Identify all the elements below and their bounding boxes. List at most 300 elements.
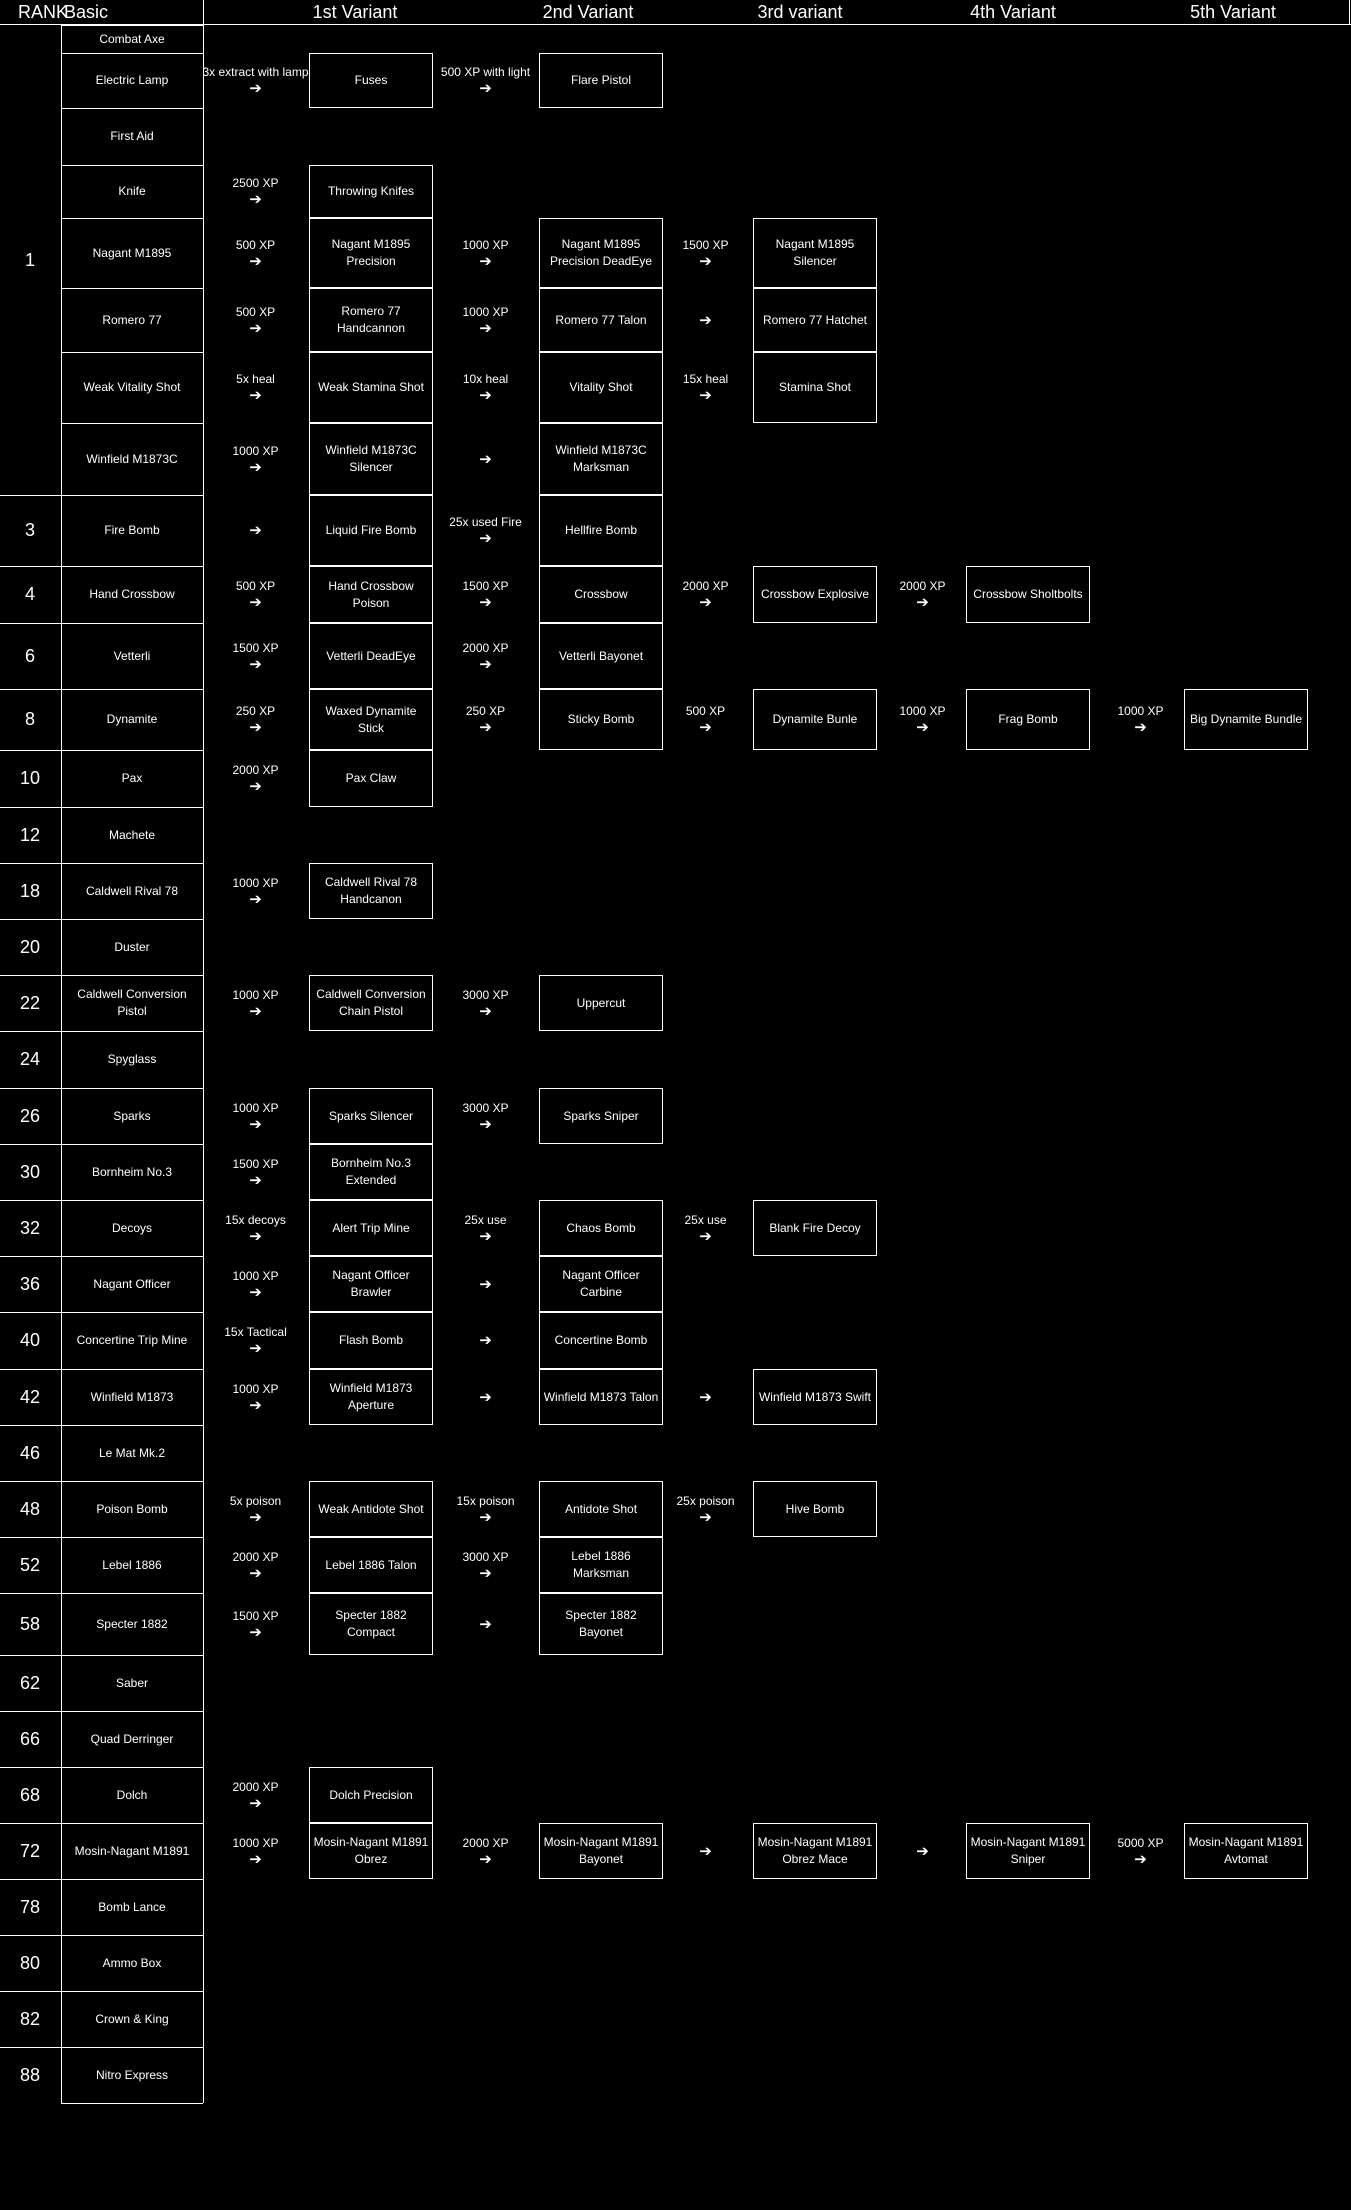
requirement-text: 15x poison (456, 1493, 515, 1508)
rank-label: 32 (19, 1217, 41, 1238)
basic-item: Bornheim No.3 (91, 1164, 173, 1179)
requirement-text: 5000 XP (1117, 1835, 1164, 1850)
column-header: Basic (64, 2, 109, 22)
rank-separator (0, 919, 61, 920)
requirement-text: 1500 XP (682, 237, 729, 252)
requirement-text: 25x used Fire (449, 515, 522, 529)
unlock-requirement (202, 752, 309, 805)
rank-separator (0, 1879, 61, 1880)
unlock-requirement (432, 425, 539, 493)
basic-item: Vetterli (113, 648, 151, 663)
arrow-right-icon: ➔ (249, 1508, 262, 1526)
arrow-right-icon: ➔ (249, 594, 262, 611)
column-header: 3rd variant (757, 2, 843, 22)
rank-separator (0, 975, 61, 976)
unlock-requirement (202, 568, 309, 621)
variant-box: Specter 1882 Compact (309, 1593, 433, 1655)
column-header: 4th Variant (970, 2, 1056, 22)
column-header: 1st Variant (312, 2, 398, 22)
unlock-requirement (202, 1769, 309, 1821)
rank-separator (0, 1088, 61, 1089)
arrow-right-icon: ➔ (479, 1564, 492, 1582)
unlock-requirement (202, 220, 309, 286)
requirement-text: 2000 XP (462, 640, 509, 655)
requirement-text: 3000 XP (462, 1100, 509, 1115)
arrow-right-icon: ➔ (479, 252, 492, 270)
rank-label: 62 (19, 1672, 41, 1693)
arrow-right-icon: ➔ (479, 719, 492, 736)
basic-item: First Aid (110, 129, 154, 143)
unlock-requirement (202, 1825, 309, 1877)
unlock-requirement (202, 977, 309, 1029)
unlock-requirement (432, 1825, 539, 1877)
requirement-text: 3000 XP (462, 987, 509, 1002)
basic-item: Duster (114, 939, 150, 954)
unlock-requirement (869, 1825, 976, 1877)
requirement-text: 1000 XP (232, 1835, 279, 1850)
variant-box: Romero 77 Talon (539, 288, 663, 352)
variant-box: Frag Bomb (966, 689, 1090, 750)
variant-box: Mosin-Nagant M1891 Avtomat (1184, 1823, 1308, 1879)
arrow-right-icon: ➔ (249, 252, 262, 270)
variant-box: Pax Claw (309, 750, 433, 807)
arrow-right-icon: ➔ (249, 1396, 262, 1414)
arrow-right-icon: ➔ (479, 1332, 492, 1349)
arrow-right-icon: ➔ (249, 1340, 262, 1357)
requirement-text: 1500 XP (232, 640, 279, 655)
variant-box: Hellfire Bomb (539, 495, 663, 566)
unlock-requirement (202, 1595, 309, 1653)
arrow-right-icon: ➔ (699, 1227, 712, 1245)
arrow-right-icon: ➔ (479, 530, 492, 547)
arrow-right-icon: ➔ (249, 1564, 262, 1582)
unlock-requirement (652, 354, 759, 421)
variant-box: Winfield M1873 Talon (539, 1369, 663, 1425)
unlock-requirement (202, 55, 309, 106)
basic-item: Mosin-Nagant M1891 (74, 1843, 190, 1858)
unlock-requirement (869, 568, 976, 621)
rank-label: 4 (24, 584, 35, 604)
variant-box: Nagant M1895 Precision (309, 218, 433, 288)
unlock-requirement (432, 1371, 539, 1423)
basic-item: Dolch (116, 1787, 148, 1802)
requirement-text: 1500 XP (462, 579, 509, 593)
requirement-text: 2000 XP (462, 1835, 509, 1850)
unlock-requirement (202, 425, 309, 493)
arrow-right-icon: ➔ (479, 594, 492, 611)
variant-box: Caldwell Rival 78 Handcanon (309, 863, 433, 919)
rank-separator (0, 689, 61, 690)
rank-separator (0, 1991, 61, 1992)
rank-label: 72 (19, 1840, 41, 1861)
basic-item: Hand Crossbow (89, 587, 175, 601)
rank-label: 22 (19, 992, 41, 1013)
rank-label: 26 (19, 1105, 41, 1126)
arrow-right-icon: ➔ (249, 458, 262, 476)
rank-label: 24 (19, 1049, 41, 1069)
table-bottom-border (61, 2103, 203, 2104)
unlock-requirement (202, 354, 309, 421)
rank-label: 8 (24, 709, 35, 729)
column-header: 5th Variant (1190, 2, 1276, 22)
variant-box: Winfield M1873C Marksman (539, 423, 663, 495)
requirement-text: 250 XP (235, 704, 276, 718)
arrow-right-icon: ➔ (479, 1508, 492, 1526)
arrow-right-icon: ➔ (479, 1850, 492, 1868)
basic-item: Caldwell Conversion Pistol (77, 987, 187, 1018)
unlock-requirement (202, 1090, 309, 1142)
arrow-right-icon: ➔ (249, 1283, 262, 1301)
unlock-requirement (432, 1595, 539, 1653)
variant-box: Waxed Dynamite Stick (309, 689, 433, 750)
basic-item: Winfield M1873 (90, 1389, 174, 1404)
unlock-requirement (202, 497, 309, 564)
arrow-right-icon: ➔ (249, 80, 262, 97)
basic-item: Quad Derringer (90, 1731, 174, 1746)
rank-separator (0, 623, 61, 624)
requirement-text: 500 XP (235, 304, 276, 319)
arrow-right-icon: ➔ (249, 1227, 262, 1245)
header-divider-line (203, 0, 204, 24)
rank-separator (0, 1935, 61, 1936)
arrow-right-icon: ➔ (479, 319, 492, 337)
unlock-requirement (652, 220, 759, 286)
rank-separator (0, 1031, 61, 1032)
rank-separator (0, 1537, 61, 1538)
variant-box: Nagant M1895 Precision DeadEye (539, 218, 663, 288)
rank-label: 42 (19, 1386, 41, 1407)
requirement-text: 2000 XP (232, 1549, 279, 1564)
rank-separator (0, 1312, 61, 1313)
unlock-requirement (432, 1314, 539, 1367)
arrow-right-icon: ➔ (479, 80, 492, 97)
arrow-right-icon: ➔ (249, 387, 262, 404)
requirement-text: 1000 XP (899, 704, 946, 718)
requirement-text: 500 XP (235, 237, 276, 252)
variant-box: Romero 77 Hatchet (753, 288, 877, 352)
unlock-requirement (652, 568, 759, 621)
rank-label: 46 (19, 1442, 41, 1463)
variant-box: Alert Trip Mine (309, 1200, 433, 1256)
variant-box: Blank Fire Decoy (753, 1200, 877, 1256)
unlock-requirement (432, 220, 539, 286)
unlock-requirement (432, 55, 539, 106)
rank-label: 18 (19, 880, 41, 901)
unlock-requirement (202, 1314, 309, 1367)
unlock-requirement (432, 625, 539, 687)
arrow-right-icon: ➔ (479, 1615, 492, 1633)
rank-label: 20 (19, 936, 41, 957)
unlock-requirement (432, 691, 539, 748)
unlock-requirement (432, 354, 539, 421)
arrow-right-icon: ➔ (479, 1115, 492, 1133)
variant-box: Winfield M1873C Silencer (309, 423, 433, 495)
variant-box: Mosin-Nagant M1891 Obrez Mace (753, 1823, 877, 1879)
rank-separator (0, 1481, 61, 1482)
header-divider-line (1349, 0, 1350, 24)
rank-separator (0, 863, 61, 864)
unlock-requirement (202, 1258, 309, 1310)
unlock-requirement (202, 865, 309, 917)
basic-item: Concertine Trip Mine (76, 1333, 188, 1347)
rank-separator (0, 1144, 61, 1145)
requirement-text: 25x use (464, 1212, 507, 1227)
basic-item: Fire Bomb (104, 523, 160, 537)
basic-item: Specter 1882 (96, 1616, 168, 1631)
unlock-requirement (202, 1483, 309, 1535)
basic-item: Romero 77 (102, 312, 162, 327)
rank-separator (0, 1425, 61, 1426)
rank-label: 12 (19, 824, 41, 845)
requirement-text: 1000 XP (462, 237, 509, 252)
unlock-requirement (432, 497, 539, 564)
arrow-right-icon: ➔ (249, 1850, 262, 1868)
unlock-requirement (432, 977, 539, 1029)
variant-box: Uppercut (539, 975, 663, 1031)
variant-box: Sparks Sniper (539, 1088, 663, 1144)
arrow-right-icon: ➔ (479, 1275, 492, 1293)
variant-box: Fuses (309, 53, 433, 108)
arrow-right-icon: ➔ (699, 594, 712, 611)
variant-box: Lebel 1886 Talon (309, 1537, 433, 1593)
variant-box: Crossbow (539, 566, 663, 623)
variant-box: Big Dynamite Bundle (1184, 689, 1308, 750)
basic-item: Weak Vitality Shot (83, 380, 181, 394)
requirement-text: 25x use (684, 1212, 727, 1227)
rank-label: 3 (24, 520, 35, 540)
requirement-text: 2000 XP (682, 579, 729, 593)
unlock-requirement (202, 1371, 309, 1423)
rank-separator (0, 1256, 61, 1257)
requirement-text: 1000 XP (232, 1100, 279, 1115)
arrow-right-icon: ➔ (479, 1002, 492, 1020)
requirement-text: 500 XP (235, 579, 276, 593)
unlock-requirement (202, 1539, 309, 1591)
rank-separator (0, 1823, 61, 1824)
arrow-right-icon: ➔ (249, 1794, 262, 1812)
arrow-right-icon: ➔ (1134, 1850, 1147, 1868)
basic-item: Dynamite (106, 712, 158, 726)
rank-label: 48 (19, 1498, 41, 1519)
basic-item: Knife (118, 184, 146, 198)
basic-item: Nagant Officer (93, 1276, 171, 1291)
arrow-right-icon: ➔ (249, 319, 262, 337)
variant-box: Nagant Officer Carbine (539, 1256, 663, 1312)
requirement-text: 3x extract with lamp (202, 65, 309, 79)
rank-label: 6 (24, 645, 35, 666)
unlock-requirement (432, 1483, 539, 1535)
variant-box: Winfield M1873 Aperture (309, 1369, 433, 1425)
unlock-requirement (869, 691, 976, 748)
unlock-requirement (432, 1258, 539, 1310)
arrow-right-icon: ➔ (916, 594, 929, 611)
variant-box: Lebel 1886 Marksman (539, 1537, 663, 1593)
variant-box: Flash Bomb (309, 1312, 433, 1369)
basic-item: Pax (121, 771, 143, 785)
requirement-text: 2000 XP (899, 579, 946, 593)
variant-box: Weak Stamina Shot (309, 352, 433, 423)
arrow-right-icon: ➔ (479, 387, 492, 404)
arrow-right-icon: ➔ (699, 311, 712, 329)
rank-separator (0, 1369, 61, 1370)
rank-separator (0, 1767, 61, 1768)
variant-box: Specter 1882 Bayonet (539, 1593, 663, 1655)
unlock-requirement (652, 691, 759, 748)
arrow-right-icon: ➔ (479, 450, 492, 468)
arrow-right-icon: ➔ (249, 522, 262, 539)
basic-item: Sparks (113, 1108, 151, 1123)
unlock-requirement (432, 1539, 539, 1591)
arrow-right-icon: ➔ (249, 890, 262, 908)
basic-item: Bomb Lance (98, 1899, 166, 1914)
unlock-requirement (652, 1202, 759, 1254)
arrow-right-icon: ➔ (916, 1842, 929, 1860)
basic-item: Nagant M1895 (92, 245, 172, 260)
variant-box: Sparks Silencer (309, 1088, 433, 1144)
unlock-requirement (202, 625, 309, 687)
rank-label: 10 (19, 768, 41, 788)
variant-box: Vetterli Bayonet (539, 623, 663, 689)
basic-item: Caldwell Rival 78 (85, 883, 179, 898)
basic-item: Nitro Express (95, 2067, 169, 2082)
unlock-requirement (652, 1371, 759, 1423)
requirement-text: 1000 XP (232, 443, 279, 458)
basic-item: Le Mat Mk.2 (98, 1445, 166, 1460)
arrow-right-icon: ➔ (249, 1623, 262, 1641)
basic-item: Crown & King (95, 2011, 169, 2026)
variant-box: Concertine Bomb (539, 1312, 663, 1369)
column-header: 2nd Variant (542, 2, 634, 22)
variant-box: Antidote Shot (539, 1481, 663, 1537)
rank-separator (0, 1655, 61, 1656)
arrow-right-icon: ➔ (249, 655, 262, 673)
unlock-requirement (202, 1146, 309, 1198)
variant-box: Nagant Officer Brawler (309, 1256, 433, 1312)
variant-box: Mosin-Nagant M1891 Sniper (966, 1823, 1090, 1879)
arrow-right-icon: ➔ (1134, 719, 1147, 736)
unlock-requirement (1087, 1825, 1194, 1877)
requirement-text: 1000 XP (232, 875, 279, 890)
rank-separator (0, 807, 61, 808)
arrow-right-icon: ➔ (479, 1388, 492, 1406)
variant-box: Vetterli DeadEye (309, 623, 433, 689)
arrow-right-icon: ➔ (479, 1227, 492, 1245)
requirement-text: 500 XP (685, 704, 726, 718)
variant-box: Crossbow Sholtbolts (966, 566, 1090, 623)
requirement-text: 1000 XP (232, 987, 279, 1002)
variant-box: Dynamite Bunle (753, 689, 877, 750)
requirement-text: 15x decoys (225, 1212, 286, 1227)
basic-item: Combat Axe (99, 31, 165, 46)
rank-label: 36 (19, 1273, 41, 1294)
variant-box: Flare Pistol (539, 53, 663, 108)
basic-item: Spyglass (107, 1052, 157, 1066)
arrow-right-icon: ➔ (916, 719, 929, 736)
requirement-text: 3000 XP (462, 1549, 509, 1564)
basic-item: Electric Lamp (95, 73, 169, 87)
rank-label: 82 (19, 2008, 41, 2029)
variant-box: Sticky Bomb (539, 689, 663, 750)
variant-box: Caldwell Conversion Chain Pistol (309, 975, 433, 1031)
requirement-text: 1000 XP (1117, 704, 1164, 718)
requirement-text: 15x heal (682, 372, 729, 386)
variant-box: Mosin-Nagant M1891 Bayonet (539, 1823, 663, 1879)
arrow-right-icon: ➔ (249, 1002, 262, 1020)
rank-label: 68 (19, 1784, 41, 1805)
variant-box: Hive Bomb (753, 1481, 877, 1537)
arrow-right-icon: ➔ (699, 1388, 712, 1406)
variant-box: Nagant M1895 Silencer (753, 218, 877, 288)
variant-box: Stamina Shot (753, 352, 877, 423)
arrow-right-icon: ➔ (249, 719, 262, 736)
requirement-text: 25x poison (676, 1493, 735, 1508)
requirement-text: 2000 XP (232, 763, 279, 777)
basic-item: Winfield M1873C (86, 451, 178, 466)
basic-item: Machete (108, 827, 156, 842)
variant-box: Romero 77 Handcannon (309, 288, 433, 352)
unlock-requirement (202, 691, 309, 748)
variant-box: Dolch Precision (309, 1767, 433, 1823)
requirement-text: 500 XP with light (440, 65, 531, 79)
unlock-requirement (202, 290, 309, 350)
arrow-right-icon: ➔ (699, 719, 712, 736)
unlock-requirement (202, 167, 309, 216)
requirement-text: 5x poison (229, 1493, 282, 1508)
arrow-right-icon: ➔ (479, 655, 492, 673)
rank-separator (0, 1200, 61, 1201)
variant-box: Vitality Shot (539, 352, 663, 423)
unlock-requirement (432, 1090, 539, 1142)
unlock-requirement (432, 1202, 539, 1254)
unlock-requirement (1087, 691, 1194, 748)
requirement-text: 1000 XP (232, 1268, 279, 1283)
rank-label: 1 (24, 249, 35, 270)
arrow-right-icon: ➔ (249, 778, 262, 795)
arrow-right-icon: ➔ (699, 252, 712, 270)
arrow-right-icon: ➔ (249, 1115, 262, 1133)
variant-box: Chaos Bomb (539, 1200, 663, 1256)
rank-label: 52 (19, 1554, 41, 1575)
arrow-right-icon: ➔ (249, 1171, 262, 1189)
variant-box: Throwing Knifes (309, 165, 433, 218)
requirement-text: 5x heal (236, 372, 275, 386)
basic-item: Saber (115, 1675, 149, 1690)
unlock-requirement (432, 568, 539, 621)
requirement-text: 1500 XP (232, 1608, 279, 1623)
requirement-text: 250 XP (465, 704, 506, 718)
rank-label: 88 (19, 2064, 41, 2085)
rank-label: 80 (19, 1952, 41, 1973)
unlock-requirement (652, 1825, 759, 1877)
basic-item: Ammo Box (102, 1955, 162, 1970)
rank-label: 40 (19, 1330, 41, 1350)
basic-item: Lebel 1886 (102, 1557, 162, 1572)
rank-label: 58 (19, 1613, 41, 1634)
requirement-text: 2000 XP (232, 1779, 279, 1794)
rank-separator (0, 495, 61, 496)
variant-box: Hand Crossbow Poison (309, 566, 433, 623)
unlock-requirement (202, 1202, 309, 1254)
variant-box: Winfield M1873 Swift (753, 1369, 877, 1425)
arrow-right-icon: ➔ (699, 1842, 712, 1860)
rank-separator (0, 566, 61, 567)
requirement-text: 1000 XP (232, 1381, 279, 1396)
rank-label: 66 (19, 1728, 41, 1749)
unlock-requirement (432, 290, 539, 350)
unlock-requirement (652, 290, 759, 350)
requirement-text: 1000 XP (462, 304, 509, 319)
basic-item: Decoys (111, 1220, 152, 1235)
